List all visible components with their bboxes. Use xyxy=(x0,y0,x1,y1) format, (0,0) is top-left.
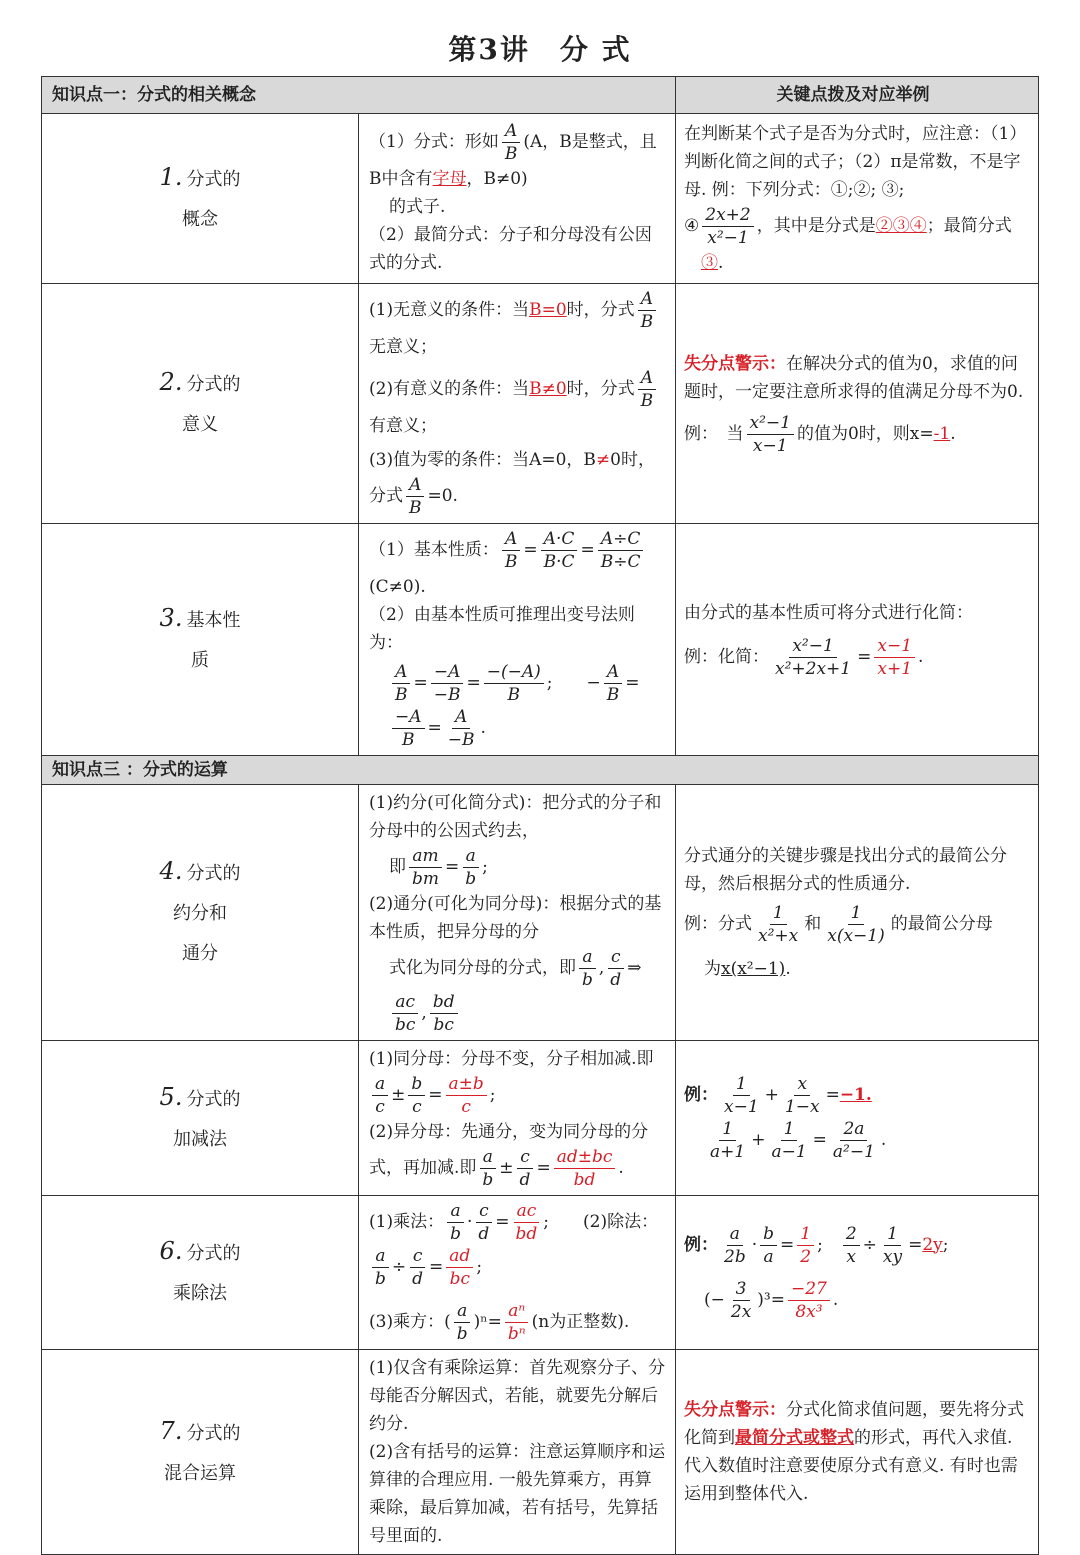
section-header-row xyxy=(42,756,1039,785)
topic-cell: 3. 基本性 质 xyxy=(42,524,359,756)
topic-cell: 5. 分式的 加减法 xyxy=(42,1041,359,1196)
content-cell: (1)无意义的条件：当B=0时，分式 $\frac{A}{B}$ 无意义； (2)有意义的条件：当B≠0时，分式 $\frac{A}{B}$ 有意义； (3)值为零的条件：当A=0，B≠0时，分式 $\frac{A}{B}$ =0. xyxy=(359,284,676,524)
table-row xyxy=(42,524,1039,756)
content-cell: (1)约分(可化简分式)：把分式的分子和分母中的公因式约去， 即 $\frac{am}{bm}$ = $\frac{a}{b}$ ; (2)通分(可化为同分母)：根据分式的基本性质，把异分母的分 式化为同分母的分式，即 $\frac{a}{b}$ , $\frac{c}{d}$ ⇒ $\frac{ac}{bc}$ , $\frac{bd}{bc}$ xyxy=(359,785,676,1041)
topic-cell: 7. 分式的 混合运算 xyxy=(42,1350,359,1555)
content-cell: (1)仅含有乘除运算：首先观察分子、分母能否分解因式，若能，就要先分解后约分. (2)含有括号的运算：注意运算顺序和运算律的合理应用. 一般先算乘方，再算乘除，最后算加减，若有括号，先算括号里面的. xyxy=(359,1350,676,1555)
summary-table xyxy=(41,76,1039,1555)
note-cell: 失分点警示：分式化简求值问题，要先将分式化简到最简分式或整式的形式，再代入求值. 代入数值时注意要使原分式有意义. 有时也需运用到整体代入. xyxy=(676,1350,1039,1555)
note-cell: 分式通分的关键步骤是找出分式的最简公分母，然后根据分式的性质通分. 例：分式 $\frac{1}{\text{x²+x}}$ 和 $\frac{1}{x(x-1)}$ 的最简公分母 为x(x²−1). xyxy=(676,785,1039,1041)
section-header-row xyxy=(42,77,1039,114)
topic-cell: 4. 分式的 约分和 通分 xyxy=(42,785,359,1041)
table-row xyxy=(42,1350,1039,1555)
topic-cell: 6. 分式的 乘除法 xyxy=(42,1196,359,1350)
note-cell: 由分式的基本性质可将分式进行化简： 例：化简： $\frac{\text{x²−1}}{\text{x²+2x+1}}$ = $\frac{x-1}{x+1}$ . xyxy=(676,524,1039,756)
right-column-header: 关键点拨及对应举例 xyxy=(676,77,1039,114)
note-cell: 例： $\frac{a}{2b}$ · $\frac{b}{a}$ = $\frac{1}{2}$ ; $\frac{2}{x}$ ÷ $\frac{1}{xy}$ =2y; (− $\frac{3}{2x}$ )³= $\frac{-27}{\text{8x³}}$ . xyxy=(676,1196,1039,1350)
note-cell: 失分点警示：在解决分式的值为0，求值的问题时，一定要注意所求得的值满足分母不为0. 例： 当 $\frac{\text{x²−1}}{x-1}$ 的值为0时，则x=-1. xyxy=(676,284,1039,524)
table-row xyxy=(42,114,1039,284)
content-cell: (1)乘法： $\frac{a}{b}$ · $\frac{c}{d}$ = $\frac{ac}{bd}$ ; (2)除法： $\frac{a}{b}$ ÷ $\frac{c}{d}$ = $\frac{ad}{bc}$ ; (3)乘方：( $\frac{a}{b}$ )ⁿ= $\frac{\text{aⁿ}}{\text{bⁿ}}$ (n为正整数). xyxy=(359,1196,676,1350)
table-row xyxy=(42,785,1039,1041)
topic-cell: 1. 分式的 概念 xyxy=(42,114,359,284)
table-row xyxy=(42,1196,1039,1350)
note-cell: 例： $\frac{1}{x-1}$ + $\frac{x}{1-x}$ =−1. $\frac{1}{a+1}$ + $\frac{1}{a-1}$ = $\frac{2a}{\text{a²−1}}$ . xyxy=(676,1041,1039,1196)
table-row xyxy=(42,1041,1039,1196)
section-header: 知识点三 ：分式的运算 xyxy=(42,756,1039,785)
page-title: 第3讲 分 式 xyxy=(448,33,632,66)
note-cell: 在判断某个式子是否为分式时，应注意：（1）判断化简之间的式子；（2）π是常数，不是字母. 例：下列分式：①;②; ③; ④ $\frac{2x+2}{\text{x²−1}}$ ，其中是分式是②③④；最简分式 ③. xyxy=(676,114,1039,284)
topic-cell: 2. 分式的 意义 xyxy=(42,284,359,524)
content-cell: （1）基本性质： $\frac{A}{B}$ = $\frac{A\cdot C}{B\cdot C}$ = $\frac{A\div C}{B\div C}$ (C≠0). （2）由基本性质可推理出变号法则为： $\frac{A}{B}$ = $\frac{-A}{-B}$ = $\frac{-(-A)}{B}$ ; − $\frac{A}{B}$ = $\frac{-A}{B}$ = $\frac{A}{-B}$ . xyxy=(359,524,676,756)
table-row xyxy=(42,284,1039,524)
section-header: 知识点一：分式的相关概念 xyxy=(42,77,676,114)
content-cell: （1）分式：形如 $\frac{A}{B}$ (A，B是整式，且B中含有字母，B≠0) 的式子. （2）最简分式：分子和分母没有公因式的分式. xyxy=(359,114,676,284)
content-cell: (1)同分母：分母不变，分子相加减.即 $\frac{a}{c}$ ± $\frac{b}{c}$ = $\frac{a\pm b}{c}$ ; (2)异分母：先通分，变为同分母的分式，再加减.即 $\frac{a}{b}$ ± $\frac{c}{d}$ = $\frac{ad\pm bc}{bd}$ . xyxy=(359,1041,676,1196)
